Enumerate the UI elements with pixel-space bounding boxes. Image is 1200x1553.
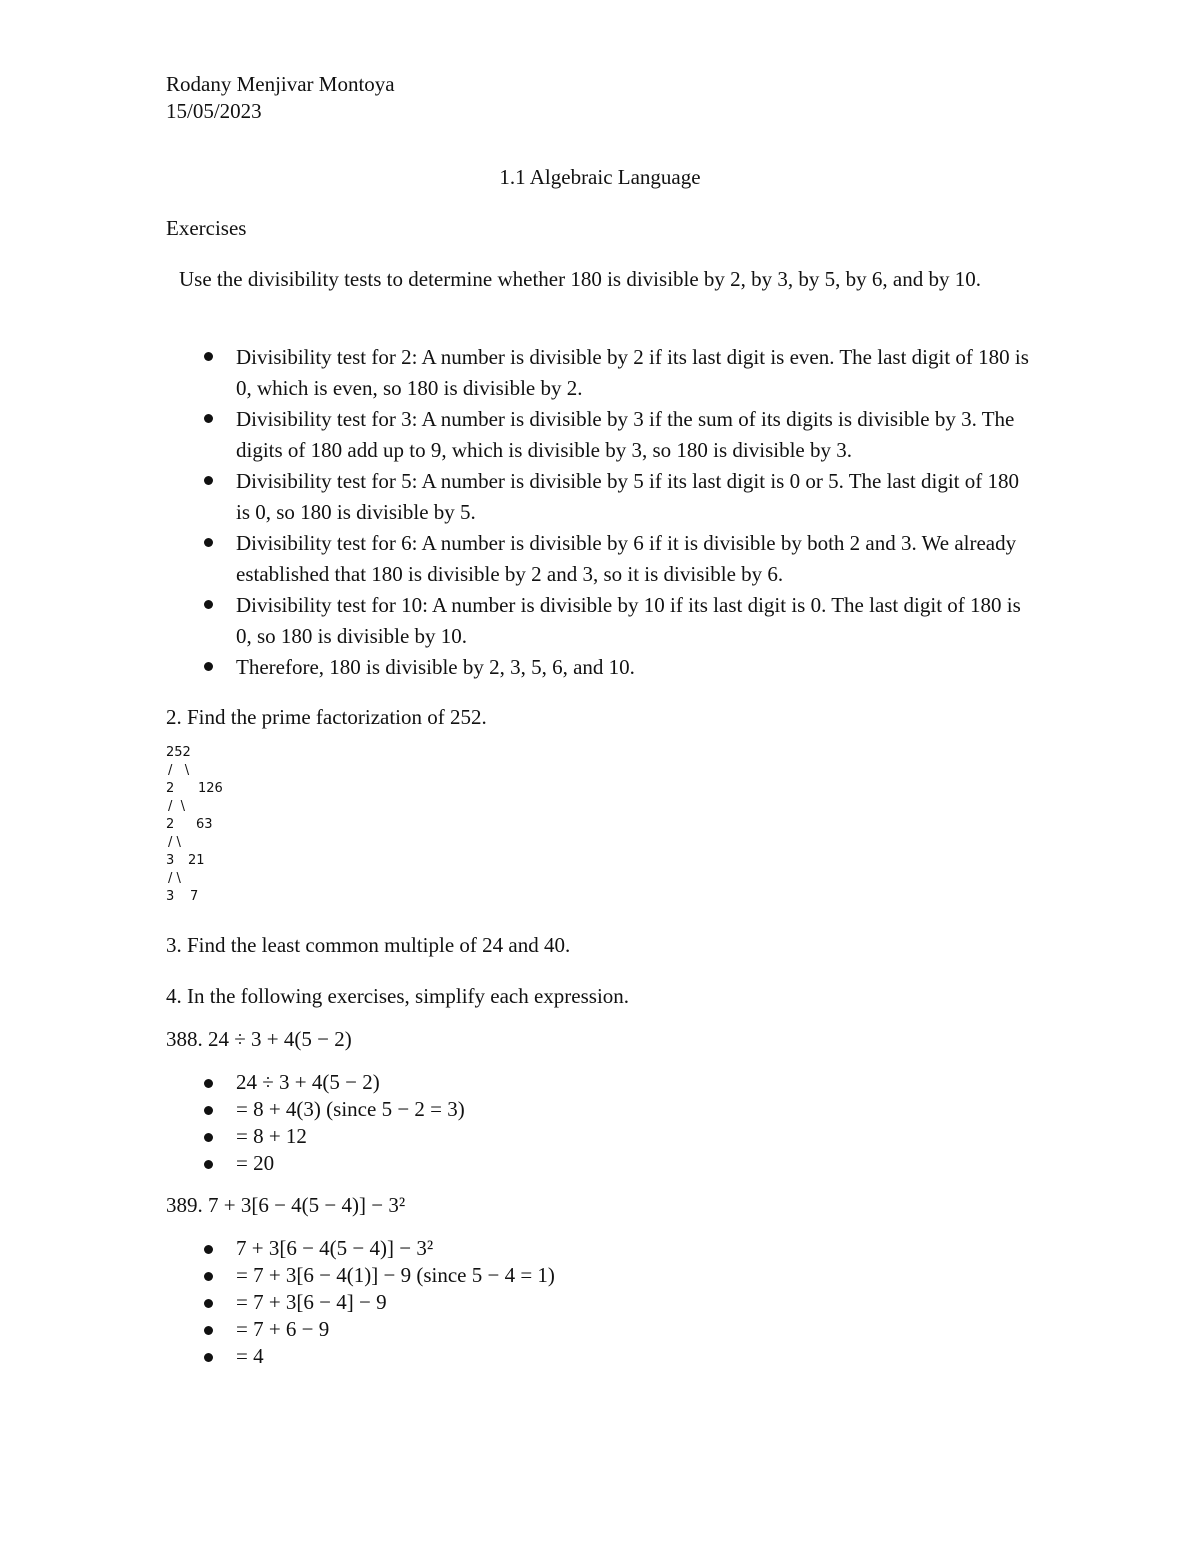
list-item: [166, 1123, 866, 1150]
list-item-text: Divisibility test for 3: A number is divisible by 3 if the sum of its digits is divisible by 3. The digits of 180 add up to 9, which is divisible by 3, so 180 is divisible by 3.: [236, 407, 1015, 462]
step-text: 7 + 3[6 − 4(5 − 4)] − 3²: [236, 1236, 434, 1260]
list-item: [166, 1069, 866, 1096]
bullet-icon: [204, 1272, 213, 1281]
bullet-icon: [204, 600, 213, 609]
list-item: [166, 1096, 866, 1123]
exercise-3-prompt: 3. Find the least common multiple of 24 and 40.: [166, 933, 571, 957]
list-item: [166, 528, 1036, 590]
list-item: [166, 1316, 866, 1343]
list-item-text: Therefore, 180 is divisible by 2, 3, 5, 6, and 10.: [236, 655, 635, 679]
tree-right-factor: 7: [190, 889, 199, 904]
step-text: = 7 + 3[6 − 4] − 9: [236, 1290, 387, 1314]
tree-left-factor: 2: [166, 817, 175, 832]
tree-left-factor: 2: [166, 781, 175, 796]
bullet-icon: [204, 1106, 213, 1115]
step-text: = 8 + 4(3) (since 5 − 2 = 3): [236, 1097, 465, 1121]
bullet-icon: [204, 414, 213, 423]
tree-right-factor: 63: [196, 817, 213, 832]
tree-left-factor: 3: [166, 889, 175, 904]
bullet-icon: [204, 476, 213, 485]
tree-left-factor: 3: [166, 853, 175, 868]
list-item: [166, 342, 1036, 404]
list-item: [166, 1235, 866, 1262]
list-item: [166, 1289, 866, 1316]
bullet-icon: [204, 1133, 213, 1142]
list-item-text: Divisibility test for 2: A number is divisible by 2 if its last digit is even. The last digit of 180 is 0, which is even, so 180 is divisible by 2.: [236, 345, 1029, 400]
tree-right-factor: 21: [188, 853, 205, 868]
bullet-icon: [204, 1353, 213, 1362]
tree-branch: / \: [168, 763, 190, 778]
tree-right-factor: 126: [198, 781, 223, 796]
list-item-text: Divisibility test for 10: A number is divisible by 10 if its last digit is 0. The last digit of 180 is 0, so 180 is divisible by 10.: [236, 593, 1021, 648]
step-text: 24 ÷ 3 + 4(5 − 2): [236, 1070, 380, 1094]
list-item: [166, 404, 1036, 466]
author-name: Rodany Menjivar Montoya: [166, 72, 395, 96]
list-item-text: Divisibility test for 6: A number is divisible by 6 if it is divisible by both 2 and 3. We already established that 180 is divisible by 2 and 3, so it is divisible by 6.: [236, 531, 1017, 586]
bullet-icon: [204, 1160, 213, 1169]
bullet-icon: [204, 1079, 213, 1088]
tree-branch: / \: [168, 799, 186, 814]
section-heading: Exercises: [166, 216, 247, 240]
exercise-4-prompt: 4. In the following exercises, simplify each expression.: [166, 984, 630, 1008]
problem-388-label: 388. 24 ÷ 3 + 4(5 − 2): [166, 1027, 352, 1051]
document-date: 15/05/2023: [166, 99, 262, 123]
bullet-icon: [204, 1326, 213, 1335]
step-text: = 20: [236, 1151, 275, 1175]
page-title: 1.1 Algebraic Language: [499, 165, 701, 189]
bullet-icon: [204, 662, 213, 671]
tree-branch: / \: [168, 871, 181, 886]
tree-branch: / \: [168, 835, 181, 850]
bullet-icon: [204, 538, 213, 547]
bullet-icon: [204, 1299, 213, 1308]
list-item: [166, 652, 1036, 683]
list-item: [166, 466, 1036, 528]
problem-389-steps: [166, 1235, 866, 1370]
step-text: = 7 + 3[6 − 4(1)] − 9 (since 5 − 4 = 1): [236, 1263, 555, 1287]
problem-388-steps: [166, 1069, 866, 1177]
problem-389-label: 389. 7 + 3[6 − 4(5 − 4)] − 3²: [166, 1193, 406, 1217]
exercise-1-prompt: Use the divisibility tests to determine whether 180 is divisible by 2, by 3, by 5, by 6, and by 10.: [179, 267, 981, 291]
bullet-icon: [204, 352, 213, 361]
list-item: [166, 1343, 866, 1370]
bullet-icon: [204, 1245, 213, 1254]
list-item-text: Divisibility test for 5: A number is divisible by 5 if its last digit is 0 or 5. The last digit of 180 is 0, so 180 is divisible by 5.: [236, 469, 1020, 524]
step-text: = 8 + 12: [236, 1124, 307, 1148]
list-item: [166, 590, 1036, 652]
list-item: [166, 1150, 866, 1177]
divisibility-test-list: [166, 342, 1036, 683]
list-item: [166, 1262, 866, 1289]
tree-root: 252: [166, 745, 191, 760]
step-text: = 4: [236, 1344, 264, 1368]
step-text: = 7 + 6 − 9: [236, 1317, 330, 1341]
exercise-2-prompt: 2. Find the prime factorization of 252.: [166, 705, 487, 729]
